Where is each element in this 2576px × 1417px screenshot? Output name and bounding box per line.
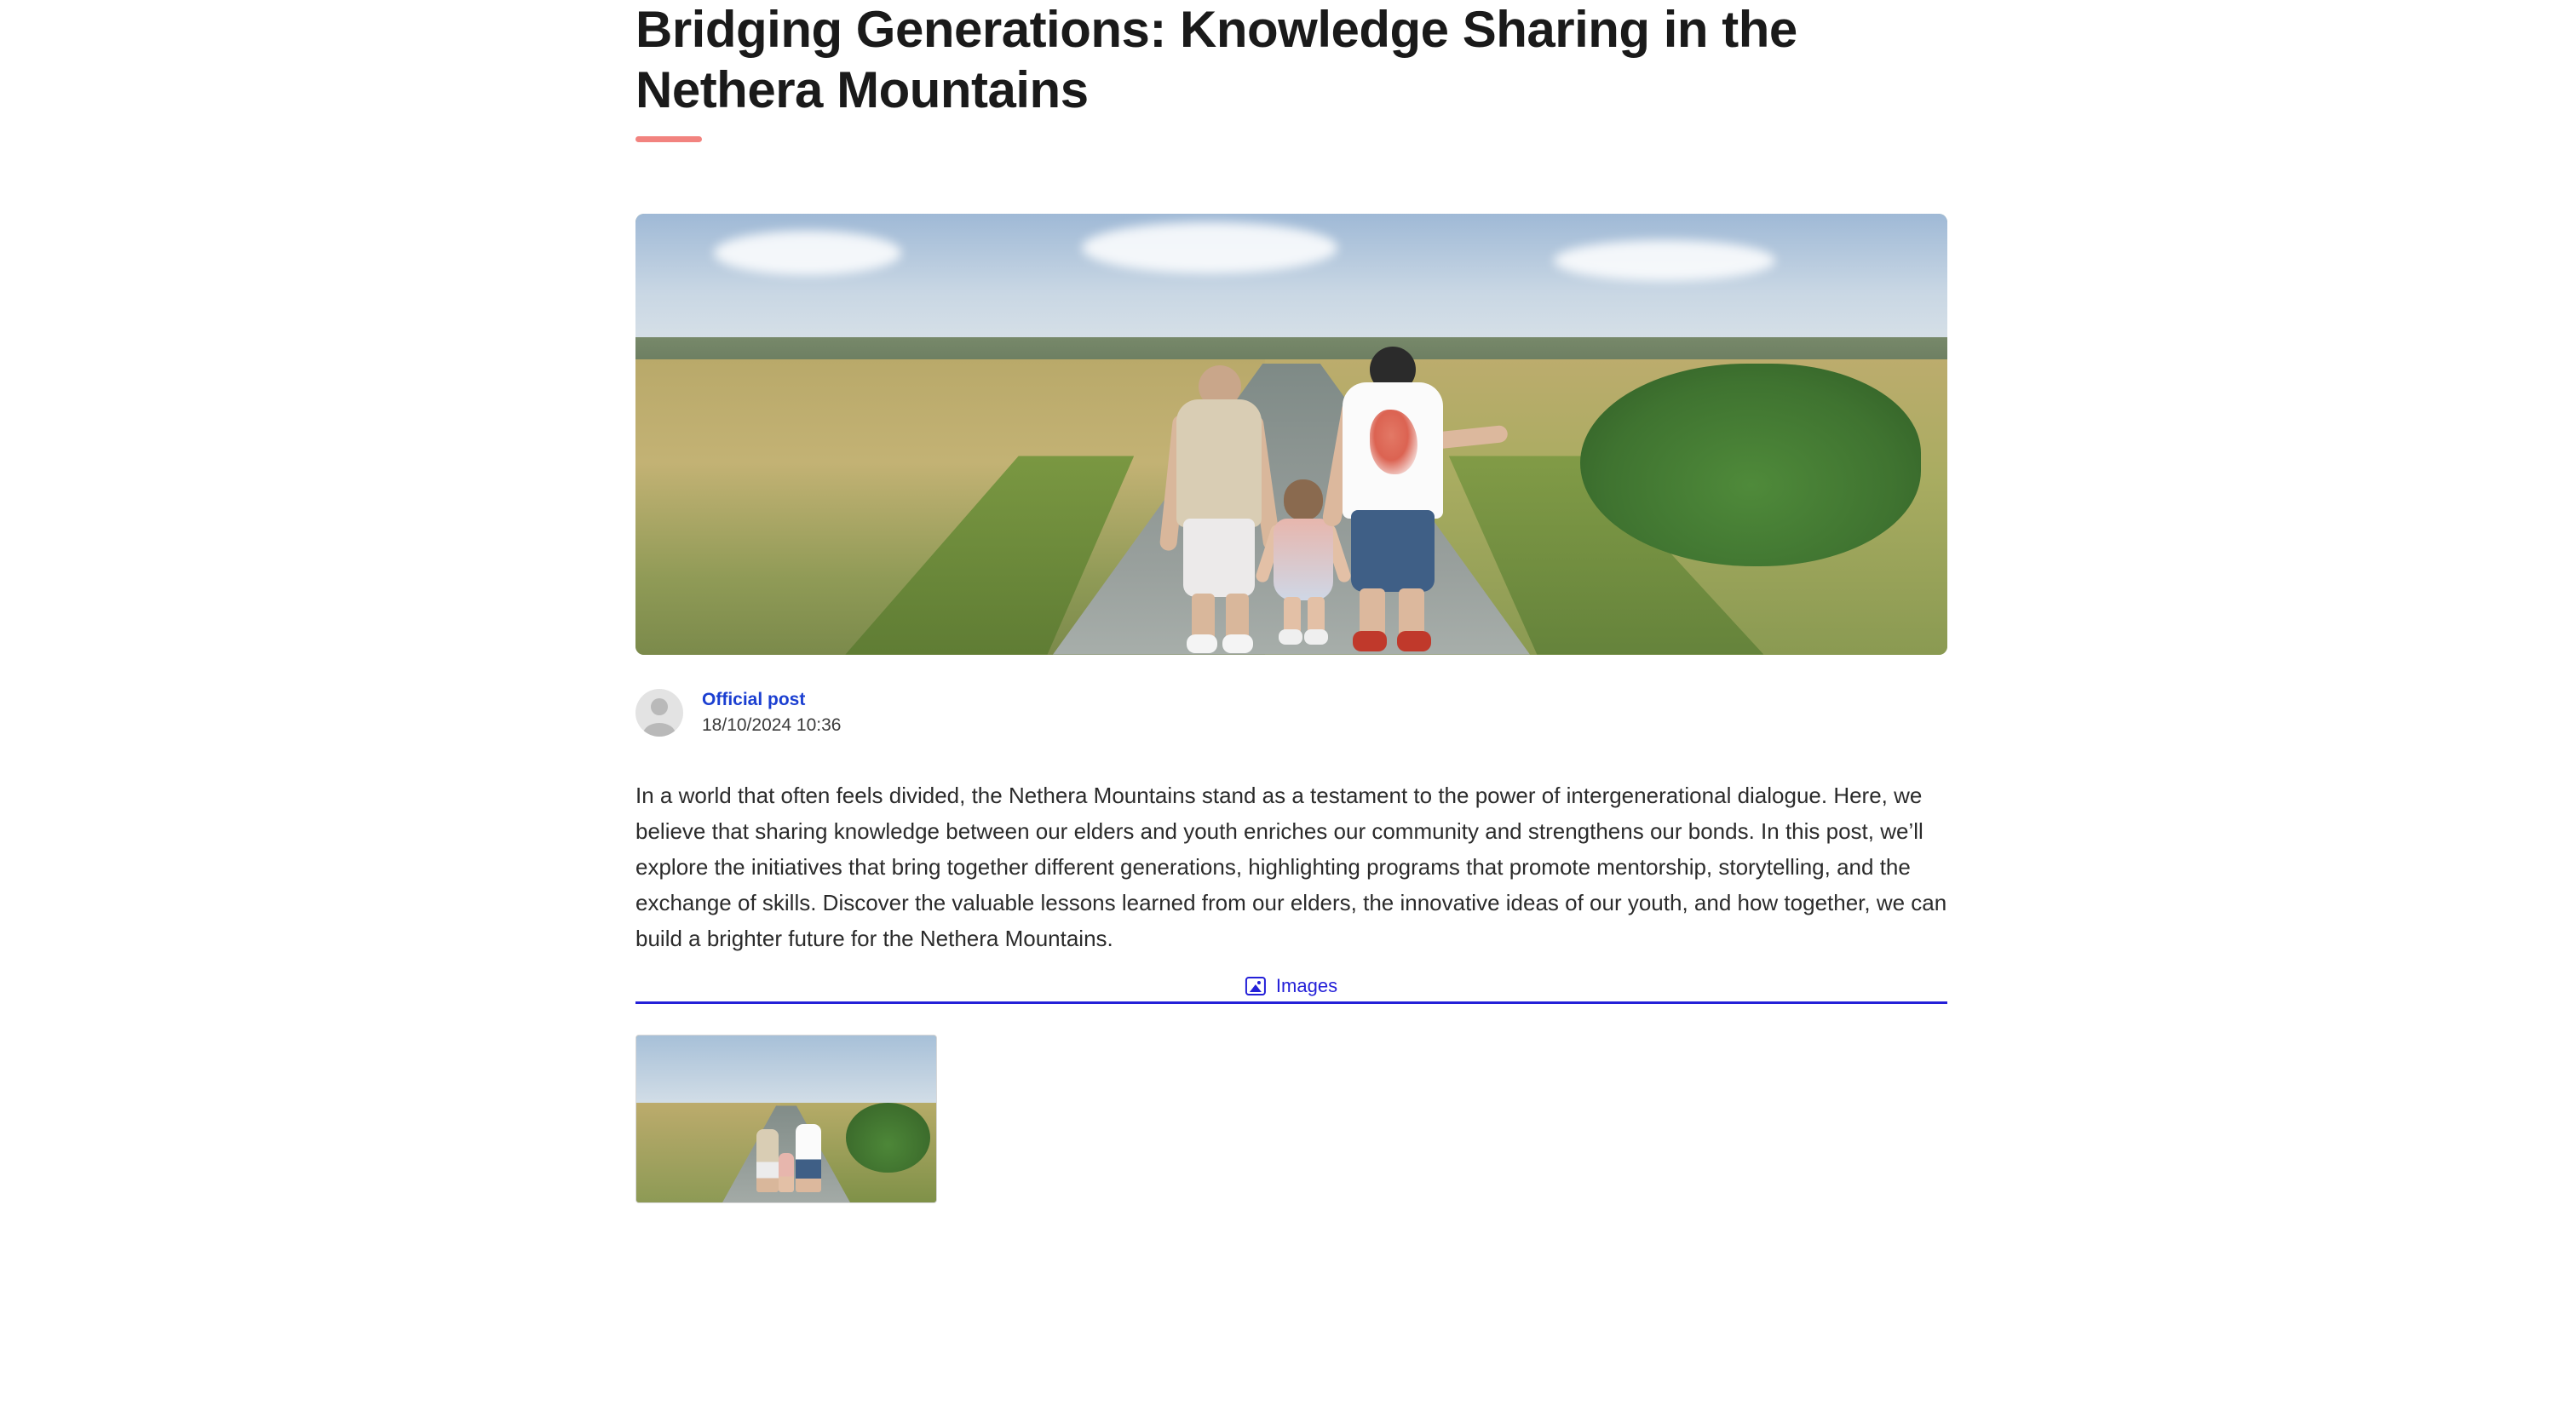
post-content-column xyxy=(635,0,1947,1203)
shirt-shape xyxy=(1176,399,1262,527)
cloud-shape xyxy=(1554,240,1775,281)
shoe-shape xyxy=(1279,629,1302,645)
bush xyxy=(1580,364,1921,566)
leg-shape xyxy=(1284,597,1301,634)
images-section-label[interactable] xyxy=(1233,975,1349,997)
person-adult-left xyxy=(1173,399,1267,655)
image-icon xyxy=(1245,977,1266,995)
head-shape xyxy=(1284,479,1323,520)
avatar xyxy=(635,689,683,737)
dress-shape xyxy=(1274,519,1333,600)
avatar-head-shape xyxy=(651,698,668,715)
images-section-divider xyxy=(635,970,1947,1004)
images-label-text: Images xyxy=(1275,975,1338,997)
shorts-shape xyxy=(1183,519,1255,597)
shoe-shape xyxy=(1353,631,1387,651)
leg-shape xyxy=(1308,597,1325,634)
thumb-person-child xyxy=(779,1153,794,1192)
shoe-shape xyxy=(1304,629,1328,645)
image-thumbnail[interactable] xyxy=(635,1035,937,1203)
thumb-person-left xyxy=(756,1129,779,1192)
thumb-person-right xyxy=(796,1124,821,1192)
author-meta xyxy=(702,690,842,736)
thumb-sky xyxy=(636,1036,936,1105)
shorts-shape xyxy=(1351,510,1435,592)
author-row xyxy=(635,689,1947,737)
leg-shape xyxy=(1360,588,1385,638)
image-thumbnail-list xyxy=(635,1035,1947,1203)
author-name-link[interactable]: Official post xyxy=(702,689,806,709)
post-body: In a world that often feels divided, the Nethera Mountains stand as a testament to the power of intergenerational dialogue. Here, we believe that sharing knowledge between our elders and youth enriches our community and strengthens our bonds. In this post, we’ll explore the initiatives that bring together different generations, highlighting programs that promote mentorship, storytelling, and the exchange of skills. Discover the valuable lessons learned from our elders, the innovative ideas of our youth, and how together, we can build a brighter future for the Nethera Mountains. xyxy=(635,782,1947,952)
person-adult-right xyxy=(1337,382,1448,655)
hero-image xyxy=(635,214,1947,655)
avatar-body-shape xyxy=(643,723,676,737)
page-title: Bridging Generations: Knowledge Sharing in the Nethera Mountains xyxy=(635,1,1797,118)
leg-shape xyxy=(1399,588,1424,638)
shoe-shape xyxy=(1187,634,1217,653)
shoe-shape xyxy=(1397,631,1431,651)
shoe-shape xyxy=(1222,634,1253,653)
title-accent-rule xyxy=(635,136,702,142)
divider-line xyxy=(635,1001,1947,1004)
cloud-shape xyxy=(1082,222,1337,273)
thumb-bush xyxy=(846,1103,930,1173)
post-timestamp: 18/10/2024 10:36 xyxy=(702,714,842,735)
